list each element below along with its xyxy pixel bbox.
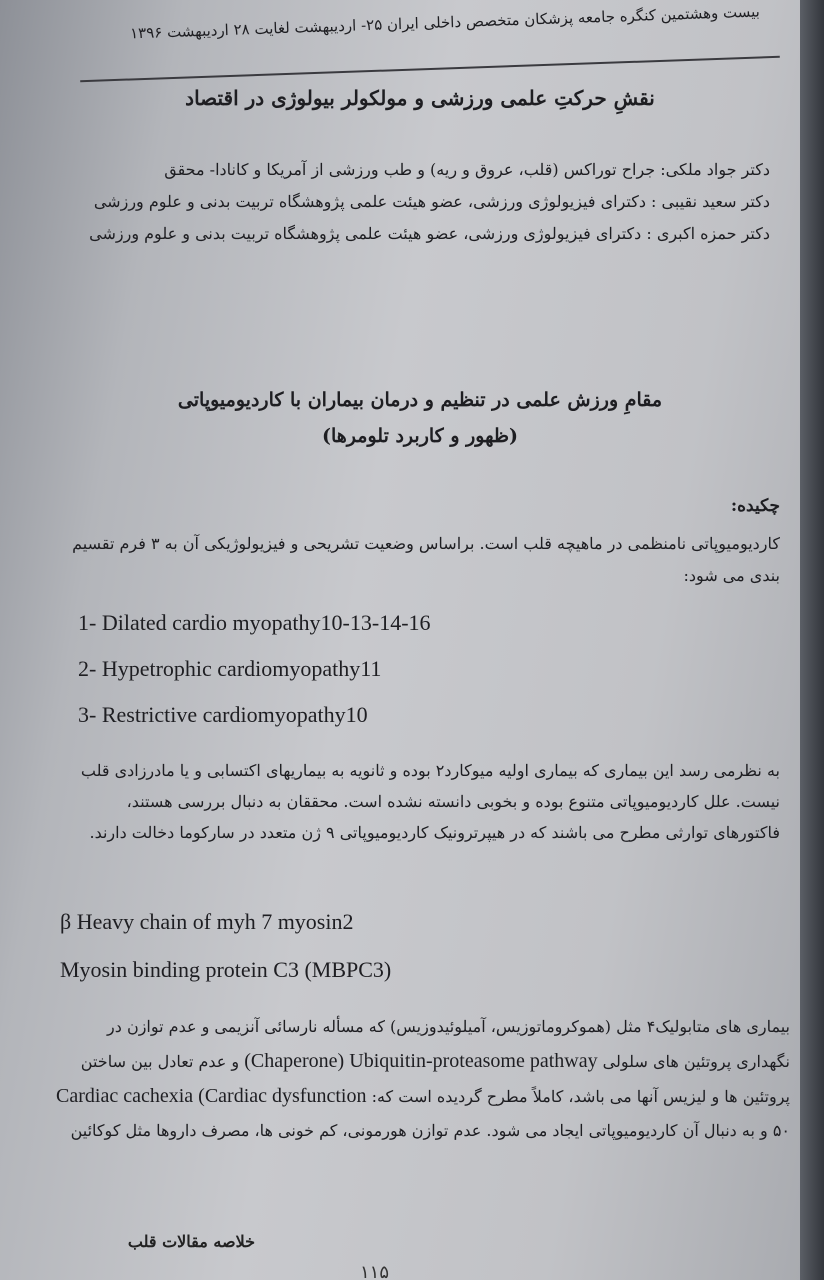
gene-line-mbpc: Myosin binding protein C3 (MBPC3) (60, 957, 392, 982)
paragraph-3-latin-chaperone: (Chaperone) (244, 1050, 345, 1072)
paragraph-3-part-b: و عدم تعادل بین ساختن پروتئین ها و لیزیس آنها می باشد، کاملاً مطرح گردیده است که: (80, 1052, 790, 1106)
author-2: دکتر سعید نقیبی : دکترای فیزیولوژی ورزشی، عضو هیئت علمی پژوهشگاه تربیت بدنی و علوم ورزشی (93, 192, 770, 211)
paragraph-3-latin-cachexia: Cardiac cachexia (Cardiac dysfunction (56, 1085, 367, 1107)
paragraph-1: کاردیومیوپاتی نامنظمی در ماهیچه قلب است. براساس وضعیت تشریحی و فیزیولوژیکی آن به ۳ فرم تقسیم بندی می شود: (72, 534, 780, 585)
cardiomyopathy-list (78, 600, 678, 738)
paragraph-3-latin-ubiquitin: Ubiquitin-proteasome pathway (349, 1050, 598, 1072)
abstract-heading: چکیده: (730, 496, 780, 516)
paragraph-3 (55, 1010, 790, 1148)
paragraph-2: به نظرمی رسد این بیماری که بیماری اولیه میوکارد۲ بوده و ثانویه به بیماریهای اکتسابی و یا مادرزادی قلب نیست. علل کاردیومیوپاتی متنوع بوده و بخوبی دانسته نشده است. محققان به دنبال بررسی هستند، فاکتورهای توارثی مطرح می باشند که در هیپرترونیک کاردیومیوپاتی ۹ ژن متعدد در سارکوما دخالت دارند. (80, 761, 780, 842)
book-binding-shadow (800, 0, 824, 1280)
author-1: دکتر جواد ملکی: جراح توراکس (قلب، عروق و ریه) و طب ورزشی از آمریکا و کانادا- محقق (164, 160, 770, 179)
paragraph-3-part-a: بیماری های متابولیک۴ مثل (هموکروماتوزیس، آمیلوئیدوزیس) که مسأله نارسائی آنزیمی و عدم توازن در نگهداری پروتئین های سلولی (107, 1017, 790, 1071)
list-item: 2- Hypetrophic cardiomyopathy11 (78, 656, 382, 681)
page-number: ۱۱۵ (360, 1262, 390, 1280)
section-title-line-2: (ظهور و کاربرد تلومرها) (322, 425, 518, 447)
gene-line-beta: β Heavy chain of myh 7 myosin2 (60, 909, 354, 934)
header-divider (80, 56, 780, 82)
author-list (70, 155, 770, 251)
list-item: 3- Restrictive cardiomyopathy10 (78, 702, 368, 727)
article-title: نقشِ حرکتِ علمی ورزشی و مولکولر بیولوژی در اقتصاد (185, 86, 655, 110)
section-title-line-1: مقامِ ورزش علمی در تنظیم و درمان بیماران با کاردیومیوپاتی (177, 389, 663, 411)
paragraph-3-part-c: ۵۰ و به دنبال آن کاردیومیوپاتی ایجاد می شود. عدم توازن هورمونی، کم خونی ها، مصرف داروها مثل کوکائین (70, 1121, 790, 1140)
gene-lines (60, 898, 660, 994)
section-title (120, 382, 720, 454)
author-3: دکتر حمزه اکبری : دکترای فیزیولوژی ورزشی، عضو هیئت علمی پژوهشگاه تربیت بدنی و علوم ورزشی (89, 224, 770, 243)
list-item: 1- Dilated cardio myopathy10-13-14-16 (78, 610, 431, 635)
footer-label: خلاصه مقالات قلب (127, 1232, 255, 1251)
running-header: بیست وهشتمین کنگره جامعه پزشکان متخصص داخلی ایران ۲۵- اردیبهشت لغایت ۲۸ اردیبهشت ۱۳۹۶ (129, 2, 761, 43)
